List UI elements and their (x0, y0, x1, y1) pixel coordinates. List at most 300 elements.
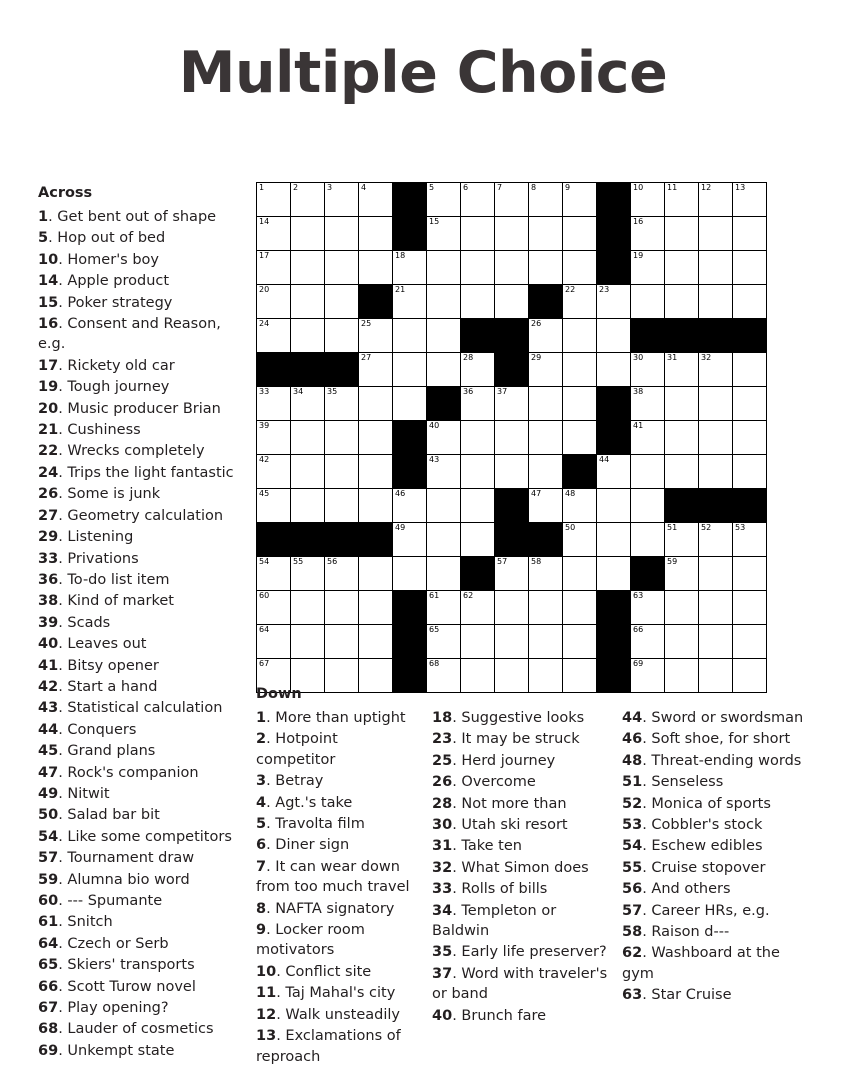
clue-text: . Taj Mahal's city (276, 985, 396, 1002)
clue-item (38, 527, 243, 547)
grid-cell[interactable] (325, 217, 359, 251)
grid-cell[interactable] (427, 489, 461, 523)
clue-number: 6 (256, 837, 267, 854)
grid-cell[interactable] (563, 183, 597, 217)
grid-cell-block (461, 319, 495, 353)
clue-number: 31 (432, 838, 453, 855)
clue-text: . Utah ski resort (452, 817, 568, 834)
grid-cell-number: 12 (701, 183, 712, 192)
grid-cell[interactable] (529, 591, 563, 625)
grid-cell-number: 41 (633, 421, 644, 430)
grid-cell[interactable] (665, 421, 699, 455)
grid-cell[interactable] (325, 591, 359, 625)
grid-cell[interactable] (325, 421, 359, 455)
grid-cell[interactable] (699, 455, 733, 489)
clue-item (622, 922, 810, 942)
clue-item (256, 962, 420, 982)
grid-cell[interactable] (529, 217, 563, 251)
grid-cell[interactable] (699, 251, 733, 285)
clue-number: 45 (38, 743, 59, 760)
grid-cell[interactable] (699, 353, 733, 387)
clue-text: . Walk unsteadily (276, 1006, 401, 1023)
grid-cell[interactable] (631, 217, 665, 251)
grid-cell[interactable] (291, 285, 325, 319)
grid-cell[interactable] (461, 421, 495, 455)
grid-cell[interactable] (495, 625, 529, 659)
clue-number: 57 (622, 902, 643, 919)
clue-text: . Play opening? (58, 1000, 169, 1017)
clue-text: . Monica of sports (642, 795, 771, 812)
grid-cell-block (699, 319, 733, 353)
grid-cell[interactable] (359, 319, 393, 353)
grid-cell[interactable] (359, 353, 393, 387)
grid-cell[interactable] (291, 387, 325, 421)
clue-number: 60 (38, 893, 59, 909)
grid-table[interactable] (256, 182, 767, 693)
grid-cell-number: 4 (361, 183, 367, 192)
grid-row (257, 387, 767, 421)
clue-text: . Washboard at the gym (622, 945, 780, 982)
grid-cell[interactable] (257, 455, 291, 489)
grid-cell[interactable] (325, 625, 359, 659)
grid-cell[interactable] (257, 387, 291, 421)
grid-cell[interactable] (291, 489, 325, 523)
grid-cell[interactable] (529, 387, 563, 421)
clue-item (256, 814, 420, 834)
grid-cell[interactable] (257, 557, 291, 591)
grid-cell[interactable] (631, 625, 665, 659)
grid-cell[interactable] (495, 285, 529, 319)
clue-item (38, 891, 243, 911)
clue-text: . Grand plans (58, 743, 156, 760)
grid-cell[interactable] (359, 217, 393, 251)
grid-cell[interactable] (529, 557, 563, 591)
grid-cell-number: 63 (633, 591, 644, 600)
grid-cell[interactable] (427, 455, 461, 489)
grid-cell[interactable] (393, 489, 427, 523)
grid-cell-block (665, 489, 699, 523)
grid-cell-number: 25 (361, 319, 372, 328)
grid-cell-number: 32 (701, 353, 712, 362)
grid-cell[interactable] (427, 319, 461, 353)
grid-cell[interactable] (733, 421, 767, 455)
clue-number: 13 (256, 1028, 277, 1045)
grid-cell[interactable] (733, 625, 767, 659)
grid-cell[interactable] (563, 557, 597, 591)
grid-cell[interactable] (733, 455, 767, 489)
grid-cell[interactable] (563, 489, 597, 523)
clue-item (38, 314, 243, 355)
clue-item (38, 870, 243, 890)
grid-cell-number: 58 (531, 557, 542, 566)
clue-number: 57 (38, 850, 59, 867)
grid-cell-number: 20 (259, 285, 270, 294)
clue-number: 8 (256, 900, 267, 917)
grid-cell[interactable] (495, 557, 529, 591)
grid-cell[interactable] (393, 557, 427, 591)
grid-cell-number: 22 (565, 285, 576, 294)
grid-cell[interactable] (495, 591, 529, 625)
grid-cell[interactable] (393, 353, 427, 387)
grid-cell[interactable] (699, 421, 733, 455)
grid-cell[interactable] (597, 523, 631, 557)
clue-text: . Templeton or Baldwin (432, 902, 557, 940)
grid-cell[interactable] (495, 421, 529, 455)
grid-cell[interactable] (529, 625, 563, 659)
clue-number: 19 (38, 379, 59, 396)
grid-cell[interactable] (495, 251, 529, 285)
grid-cell[interactable] (291, 183, 325, 217)
grid-cell[interactable] (325, 285, 359, 319)
clue-number: 66 (38, 978, 59, 995)
grid-cell[interactable] (359, 557, 393, 591)
grid-cell[interactable] (529, 489, 563, 523)
grid-cell-number: 56 (327, 557, 338, 566)
grid-cell[interactable] (291, 217, 325, 251)
grid-cell-number: 62 (463, 591, 474, 600)
grid-cell[interactable] (631, 591, 665, 625)
grid-cell-block (631, 319, 665, 353)
clue-number: 41 (38, 657, 59, 674)
grid-cell[interactable] (393, 319, 427, 353)
grid-cell[interactable] (733, 387, 767, 421)
grid-cell[interactable] (665, 387, 699, 421)
grid-row (257, 285, 767, 319)
grid-cell-number: 28 (463, 353, 474, 362)
grid-cell-block (393, 625, 427, 659)
grid-cell[interactable] (699, 523, 733, 557)
clue-text: . Unkempt state (58, 1042, 175, 1059)
grid-cell[interactable] (257, 285, 291, 319)
clue-number: 1 (38, 209, 49, 225)
grid-cell[interactable] (733, 183, 767, 217)
clue-item (38, 271, 243, 291)
grid-cell[interactable] (631, 353, 665, 387)
clue-item (38, 720, 243, 740)
clue-item (622, 901, 810, 921)
grid-cell[interactable] (699, 591, 733, 625)
clue-item (38, 293, 243, 313)
grid-cell[interactable] (427, 183, 461, 217)
clue-text: . Cruise stopover (642, 859, 766, 876)
grid-cell[interactable] (257, 625, 291, 659)
grid-cell-number: 17 (259, 251, 270, 260)
grid-cell[interactable] (427, 353, 461, 387)
grid-cell[interactable] (665, 625, 699, 659)
grid-cell[interactable] (291, 591, 325, 625)
clue-text: . Hop out of bed (48, 230, 166, 247)
grid-cell[interactable] (325, 557, 359, 591)
grid-row (257, 489, 767, 523)
grid-row (257, 557, 767, 591)
grid-cell[interactable] (461, 455, 495, 489)
grid-cell[interactable] (529, 455, 563, 489)
grid-cell[interactable] (631, 183, 665, 217)
grid-cell[interactable] (291, 319, 325, 353)
grid-cell[interactable] (563, 625, 597, 659)
grid-cell-number: 52 (701, 523, 712, 532)
clue-number: 51 (622, 774, 643, 791)
grid-cell[interactable] (325, 183, 359, 217)
clue-item (256, 793, 420, 813)
grid-cell[interactable] (325, 319, 359, 353)
grid-cell[interactable] (665, 455, 699, 489)
grid-cell[interactable] (665, 523, 699, 557)
grid-cell-number: 23 (599, 285, 610, 294)
grid-cell[interactable] (325, 455, 359, 489)
grid-cell[interactable] (631, 523, 665, 557)
grid-cell-number: 24 (259, 319, 270, 328)
grid-cell-block (257, 523, 291, 557)
grid-cell[interactable] (529, 251, 563, 285)
grid-cell[interactable] (563, 319, 597, 353)
grid-cell-number: 53 (735, 523, 746, 532)
grid-cell[interactable] (427, 421, 461, 455)
grid-cell[interactable] (427, 591, 461, 625)
clue-text: . Tournament draw (58, 850, 195, 867)
grid-cell[interactable] (699, 557, 733, 591)
clue-item (256, 983, 420, 1003)
clue-item (256, 857, 420, 898)
grid-cell[interactable] (461, 591, 495, 625)
grid-row (257, 421, 767, 455)
clue-item (622, 794, 810, 814)
clue-number: 21 (38, 422, 59, 439)
grid-cell[interactable] (359, 421, 393, 455)
grid-cell[interactable] (427, 557, 461, 591)
grid-cell[interactable] (393, 285, 427, 319)
grid-cell[interactable] (733, 285, 767, 319)
grid-cell[interactable] (631, 421, 665, 455)
clue-text: . More than uptight (266, 710, 406, 726)
grid-cell[interactable] (563, 251, 597, 285)
clue-text: . Leaves out (58, 636, 147, 653)
grid-cell[interactable] (529, 319, 563, 353)
clue-text: . Snitch (58, 914, 113, 931)
clue-text: . Agt.'s take (266, 794, 353, 811)
clue-item (38, 613, 243, 633)
grid-cell[interactable] (461, 251, 495, 285)
grid-cell[interactable] (733, 591, 767, 625)
grid-row (257, 353, 767, 387)
grid-cell[interactable] (325, 251, 359, 285)
grid-cell[interactable] (461, 523, 495, 557)
grid-row (257, 591, 767, 625)
clue-number: 26 (432, 774, 453, 791)
grid-cell[interactable] (359, 387, 393, 421)
clue-number: 5 (38, 230, 49, 247)
clue-item (622, 729, 810, 749)
grid-cell[interactable] (495, 455, 529, 489)
grid-cell[interactable] (699, 285, 733, 319)
clue-text: . Early life preserver? (452, 944, 607, 961)
crossword-grid[interactable] (256, 182, 767, 693)
grid-cell[interactable] (665, 183, 699, 217)
clue-text: . Locker room motivators (256, 922, 365, 959)
grid-cell-block (597, 421, 631, 455)
grid-cell[interactable] (665, 285, 699, 319)
grid-cell-block (733, 319, 767, 353)
grid-cell[interactable] (291, 625, 325, 659)
grid-cell[interactable] (393, 387, 427, 421)
grid-cell[interactable] (291, 421, 325, 455)
grid-row (257, 625, 767, 659)
grid-cell[interactable] (461, 353, 495, 387)
clue-item (38, 549, 243, 569)
grid-cell[interactable] (291, 455, 325, 489)
grid-cell[interactable] (631, 251, 665, 285)
clue-number: 12 (256, 1006, 277, 1023)
grid-cell[interactable] (563, 285, 597, 319)
clue-text: . Scott Turow novel (58, 978, 196, 995)
grid-cell-block (495, 523, 529, 557)
grid-cell[interactable] (733, 523, 767, 557)
grid-cell[interactable] (699, 217, 733, 251)
clue-number: 68 (38, 1021, 59, 1038)
grid-cell[interactable] (563, 217, 597, 251)
grid-cell-number: 69 (633, 659, 644, 668)
grid-cell[interactable] (699, 387, 733, 421)
grid-cell[interactable] (733, 353, 767, 387)
grid-cell[interactable] (597, 557, 631, 591)
grid-cell[interactable] (325, 387, 359, 421)
clue-text: . Diner sign (266, 837, 350, 854)
grid-cell[interactable] (461, 183, 495, 217)
grid-cell[interactable] (461, 285, 495, 319)
grid-cell[interactable] (597, 455, 631, 489)
clue-text: . Bitsy opener (58, 657, 159, 674)
clue-item (622, 858, 810, 878)
clue-item (432, 751, 610, 771)
grid-cell[interactable] (359, 251, 393, 285)
grid-cell[interactable] (631, 387, 665, 421)
grid-cell[interactable] (461, 489, 495, 523)
grid-cell[interactable] (597, 319, 631, 353)
grid-cell[interactable] (597, 285, 631, 319)
clue-number: 52 (622, 795, 643, 812)
grid-cell[interactable] (427, 523, 461, 557)
grid-cell[interactable] (257, 421, 291, 455)
grid-cell[interactable] (359, 455, 393, 489)
grid-cell[interactable] (699, 625, 733, 659)
across-clues-container (38, 207, 243, 1061)
grid-cell[interactable] (495, 183, 529, 217)
grid-cell-number: 64 (259, 625, 270, 634)
grid-cell[interactable] (665, 217, 699, 251)
grid-cell-block (427, 387, 461, 421)
grid-cell[interactable] (563, 421, 597, 455)
grid-cell[interactable] (563, 387, 597, 421)
grid-cell[interactable] (563, 523, 597, 557)
grid-cell[interactable] (597, 353, 631, 387)
grid-cell[interactable] (665, 353, 699, 387)
grid-cell[interactable] (461, 625, 495, 659)
grid-cell[interactable] (733, 557, 767, 591)
clue-number: 69 (38, 1042, 59, 1059)
clue-item (256, 899, 420, 919)
grid-cell-block (257, 353, 291, 387)
clue-item (38, 591, 243, 611)
grid-cell[interactable] (529, 421, 563, 455)
grid-cell[interactable] (631, 489, 665, 523)
grid-cell[interactable] (495, 217, 529, 251)
grid-cell[interactable] (325, 489, 359, 523)
grid-cell-number: 5 (429, 183, 435, 192)
grid-cell[interactable] (427, 251, 461, 285)
clue-number: 61 (38, 914, 59, 931)
grid-cell[interactable] (461, 387, 495, 421)
grid-cell[interactable] (529, 353, 563, 387)
grid-cell-number: 3 (327, 183, 333, 192)
clue-number: 49 (38, 785, 59, 802)
grid-cell[interactable] (631, 455, 665, 489)
grid-cell[interactable] (359, 625, 393, 659)
grid-cell-block (291, 523, 325, 557)
grid-cell[interactable] (665, 591, 699, 625)
grid-cell[interactable] (631, 285, 665, 319)
grid-cell[interactable] (665, 557, 699, 591)
grid-cell[interactable] (291, 557, 325, 591)
clue-number: 44 (38, 721, 59, 738)
grid-cell-number: 48 (565, 489, 576, 498)
grid-cell[interactable] (461, 217, 495, 251)
grid-cell[interactable] (427, 625, 461, 659)
grid-cell[interactable] (257, 489, 291, 523)
grid-cell[interactable] (257, 251, 291, 285)
grid-cell-block (325, 523, 359, 557)
grid-cell[interactable] (699, 183, 733, 217)
clue-text: . Rock's companion (58, 764, 199, 781)
clue-text: . It may be struck (452, 731, 580, 748)
grid-cell-block (495, 353, 529, 387)
clue-text: . Word with traveler's or band (432, 965, 608, 1003)
clue-number: 26 (38, 486, 59, 503)
clue-number: 44 (622, 710, 643, 726)
grid-cell-block (393, 183, 427, 217)
grid-cell[interactable] (665, 251, 699, 285)
grid-cell[interactable] (427, 285, 461, 319)
grid-cell[interactable] (597, 489, 631, 523)
grid-cell[interactable] (529, 183, 563, 217)
grid-cell[interactable] (359, 591, 393, 625)
grid-cell[interactable] (257, 319, 291, 353)
grid-cell-number: 7 (497, 183, 503, 192)
grid-cell[interactable] (359, 489, 393, 523)
grid-cell[interactable] (733, 217, 767, 251)
grid-cell-number: 18 (395, 251, 406, 260)
clue-text: . Take ten (452, 838, 522, 855)
grid-cell-block (461, 557, 495, 591)
clue-item (38, 420, 243, 440)
grid-cell[interactable] (563, 591, 597, 625)
grid-cell[interactable] (393, 251, 427, 285)
clue-text: . Get bent out of shape (48, 209, 217, 225)
grid-cell[interactable] (359, 183, 393, 217)
grid-cell[interactable] (427, 217, 461, 251)
grid-cell[interactable] (291, 251, 325, 285)
grid-cell[interactable] (257, 591, 291, 625)
clue-text: . Rickety old car (58, 357, 175, 374)
clue-number: 9 (256, 922, 267, 939)
grid-cell[interactable] (495, 387, 529, 421)
grid-cell[interactable] (257, 217, 291, 251)
grid-cell[interactable] (257, 183, 291, 217)
clue-text: . Skiers' transports (58, 957, 195, 974)
grid-cell[interactable] (393, 523, 427, 557)
grid-cell[interactable] (563, 353, 597, 387)
clue-number: 53 (622, 817, 643, 834)
grid-cell[interactable] (733, 251, 767, 285)
